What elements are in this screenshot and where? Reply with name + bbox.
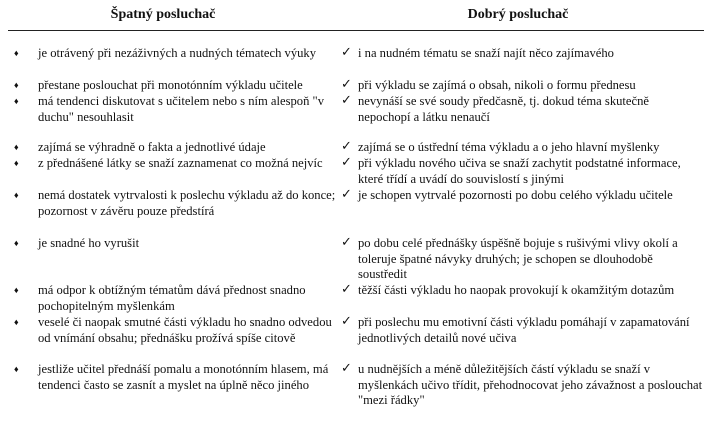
bad-trait: zajímá se výhradně o fakta a jednotlivé údaje	[38, 140, 266, 154]
good-listener-heading: Dobrý posluchač	[467, 7, 569, 22]
bad-trait: má tendenci diskutovat s učitelem nebo s ním alespoň "v duchu" nesouhlasit	[38, 94, 324, 124]
good-trait: při výkladu nového učiva se snaží zachytit podstatné informace, které třídí a uvádí do souvislostí s jinými	[358, 156, 681, 186]
good-trait: u nudnějších a méně důležitějších částí výkladu se snaží v myšlenkách učivo třídit, přehodnocovat jeho závažnost a poslouchat "mezi řádky"	[358, 362, 703, 407]
check-icon: ✓	[341, 155, 352, 170]
bullet-icon: ♦	[14, 364, 19, 374]
good-trait: zajímá se o ústřední téma výkladu a o jeho hlavní myšlenky	[358, 140, 660, 154]
check-icon: ✓	[341, 282, 352, 297]
bullet-icon: ♦	[14, 238, 19, 248]
good-trait: je schopen vytrvalé pozornosti po dobu celého výkladu učitele	[358, 188, 673, 202]
table-header	[8, 0, 704, 31]
check-icon: ✓	[341, 187, 352, 202]
good-trait: při výkladu se zajímá o obsah, nikoli o formu přednesu	[358, 78, 636, 92]
comparison-table	[8, 0, 704, 425]
check-icon: ✓	[341, 93, 352, 108]
bad-trait: z přednášené látky se snaží zaznamenat co možná nejvíc	[38, 156, 323, 170]
check-icon: ✓	[341, 361, 352, 376]
check-icon: ✓	[341, 139, 352, 154]
bad-listener-heading: Špatný posluchač	[110, 7, 216, 22]
bad-trait: nemá dostatek vytrvalosti k poslechu výkladu až do konce; pozornost v závěru pouze předstírá	[38, 188, 336, 218]
bad-trait: přestane poslouchat při monotónním výkladu učitele	[38, 78, 303, 92]
bullet-icon: ♦	[14, 48, 19, 58]
bullet-icon: ♦	[14, 142, 19, 152]
good-trait: po dobu celé přednášky úspěšně bojuje s rušivými vlivy okolí a toleruje špatné návyky druhých; je schopen se dlouhodobě soustředit	[358, 236, 678, 281]
good-trait: i na nudném tématu se snaží najít něco zajímavého	[358, 46, 614, 60]
check-icon: ✓	[341, 77, 352, 92]
bad-trait: veselé či naopak smutné části výkladu ho snadno odvedou od vnímání obsahu; přednášku prožívá spíše citově	[38, 315, 332, 345]
bullet-icon: ♦	[14, 96, 19, 106]
check-icon: ✓	[341, 235, 352, 250]
bullet-icon: ♦	[14, 80, 19, 90]
bullet-icon: ♦	[14, 317, 19, 327]
check-icon: ✓	[341, 314, 352, 329]
bullet-icon: ♦	[14, 190, 19, 200]
bullet-icon: ♦	[14, 158, 19, 168]
bad-trait: je otrávený při nezáživných a nudných tématech výuky	[38, 46, 317, 60]
good-trait: nevynáší se své soudy předčasně, tj. dokud téma skutečně nepochopí a látku nenaučí	[358, 94, 649, 124]
good-trait: těžší části výkladu ho naopak provokují k okamžitým dotazům	[358, 283, 675, 297]
bullet-icon: ♦	[14, 285, 19, 295]
bad-trait: má odpor k obtížným tématům dává přednost snadno pochopitelným myšlenkám	[38, 283, 306, 313]
bad-trait: jestliže učitel přednáší pomalu a monotónním hlasem, má tendenci často se zasnít a myslet na úplně něco jiného	[38, 362, 329, 392]
good-trait: při poslechu mu emotivní části výkladu pomáhají v zapamatování jednotlivých detailů nové učiva	[358, 315, 690, 345]
check-icon: ✓	[341, 45, 352, 60]
bad-trait: je snadné ho vyrušit	[38, 236, 140, 250]
